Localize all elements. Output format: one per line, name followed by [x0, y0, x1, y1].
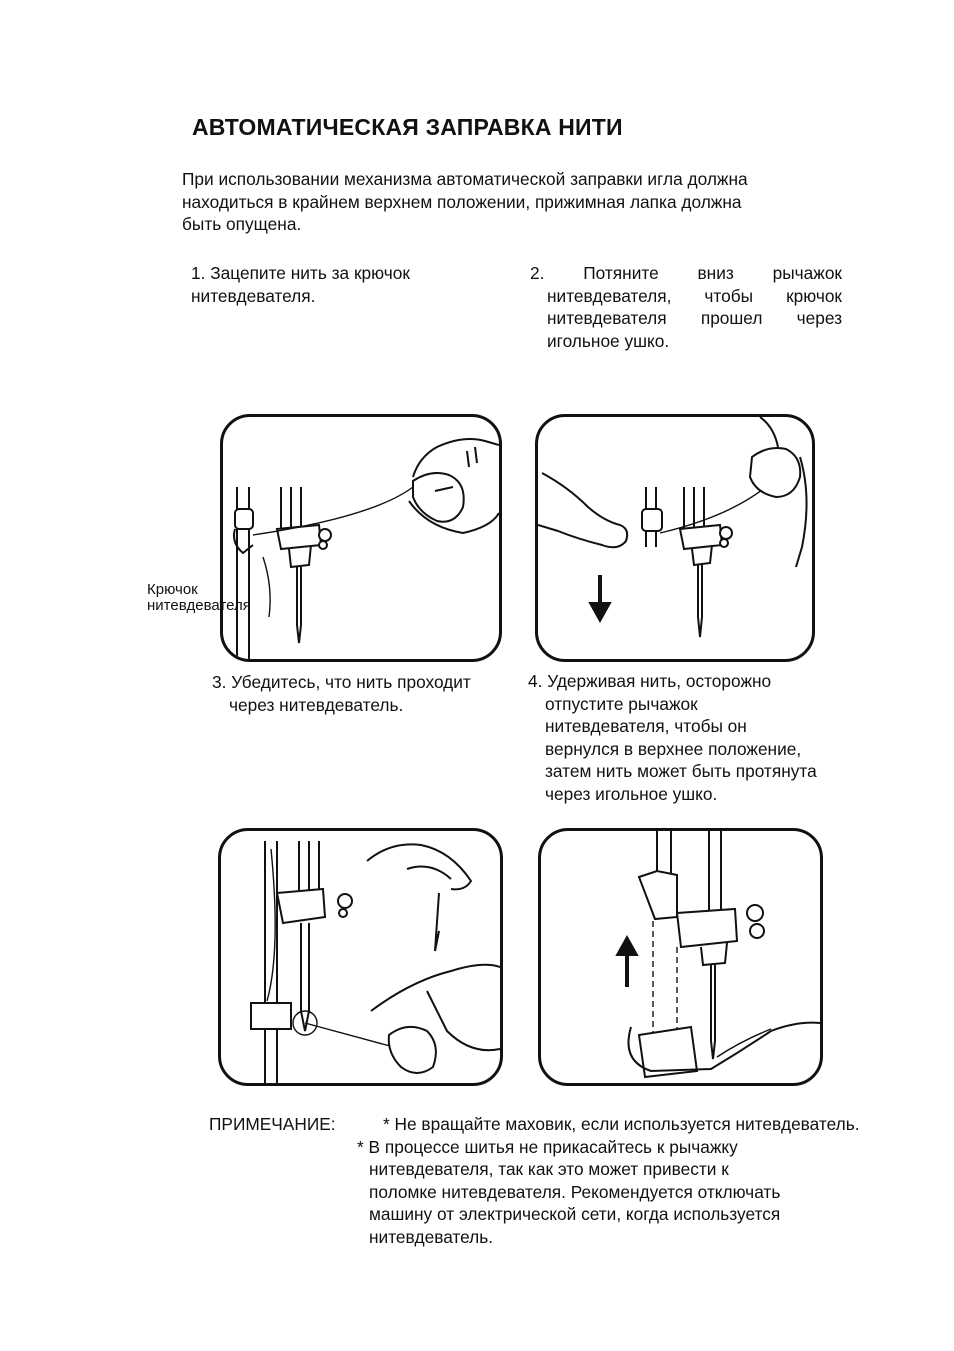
illustration-step-3 [218, 828, 503, 1086]
note-item-2-line: нитевдеватель. [369, 1226, 494, 1247]
step-1-text [191, 262, 410, 307]
note-label: ПРИМЕЧАНИЕ: [209, 1114, 336, 1134]
step-2-line: 2. Потяните вниз рычажок [530, 263, 842, 283]
lever-down-drawing [538, 417, 812, 659]
page-title: АВТОМАТИЧЕСКАЯ ЗАПРАВКА НИТИ [192, 114, 623, 140]
note-item-1: * Не вращайте маховик, если используется нитевдеватель. [383, 1114, 860, 1134]
step-3-line: через нитевдеватель. [229, 694, 404, 715]
step-3-line: 3. Убедитесь, что нить проходит [212, 672, 471, 692]
step-1-line: 1. Зацепите нить за крючок [191, 263, 410, 283]
step-4-line: нитевдевателя, чтобы он [545, 716, 747, 736]
step-4-line: вернулся в верхнее положение, [545, 738, 802, 759]
lever-up-drawing [541, 831, 820, 1083]
note-item-2: * В процессе шитья не прикасайтесь к рычажку [357, 1136, 738, 1157]
step-4-line: через игольное ушко. [545, 783, 718, 804]
step-2-line: игольное ушко. [547, 330, 670, 351]
step-4-line: отпустите рычажок [545, 693, 698, 714]
step-2-text [530, 262, 842, 352]
step-3-text [212, 671, 471, 716]
thread-check-drawing [221, 831, 500, 1083]
intro-line: быть опущена. [182, 214, 302, 234]
step-4-line: 4. Удерживая нить, осторожно [528, 671, 772, 691]
note-item-2-line: машину от электрической сети, когда используется [369, 1204, 781, 1224]
step-4-text [528, 670, 817, 805]
illustration-step-1 [220, 414, 502, 662]
callout-line: Крючок [147, 581, 198, 598]
step-1-line: нитевдевателя. [191, 285, 316, 306]
callout-line: нитевдевателя [147, 597, 251, 614]
step-2-line: нитевдевателя прошел через [547, 308, 842, 328]
needle-hook-drawing [223, 417, 499, 659]
note-item-2-line: поломке нитевдевателя. Рекомендуется отключать [369, 1181, 781, 1202]
step-4-line: затем нить может быть протянута [545, 761, 817, 781]
intro-line: находиться в крайнем верхнем положении, прижимная лапка должна [182, 191, 742, 212]
illustration-step-4 [538, 828, 823, 1086]
step-2-line: нитевдевателя, чтобы крючок [547, 285, 842, 306]
intro-line: При использовании механизма автоматической заправки игла должна [182, 169, 748, 189]
note-item-2-line: нитевдевателя, так как это может привести к [369, 1159, 729, 1179]
intro-paragraph [182, 168, 822, 236]
hook-callout-label [147, 582, 251, 614]
illustration-step-2 [535, 414, 815, 662]
